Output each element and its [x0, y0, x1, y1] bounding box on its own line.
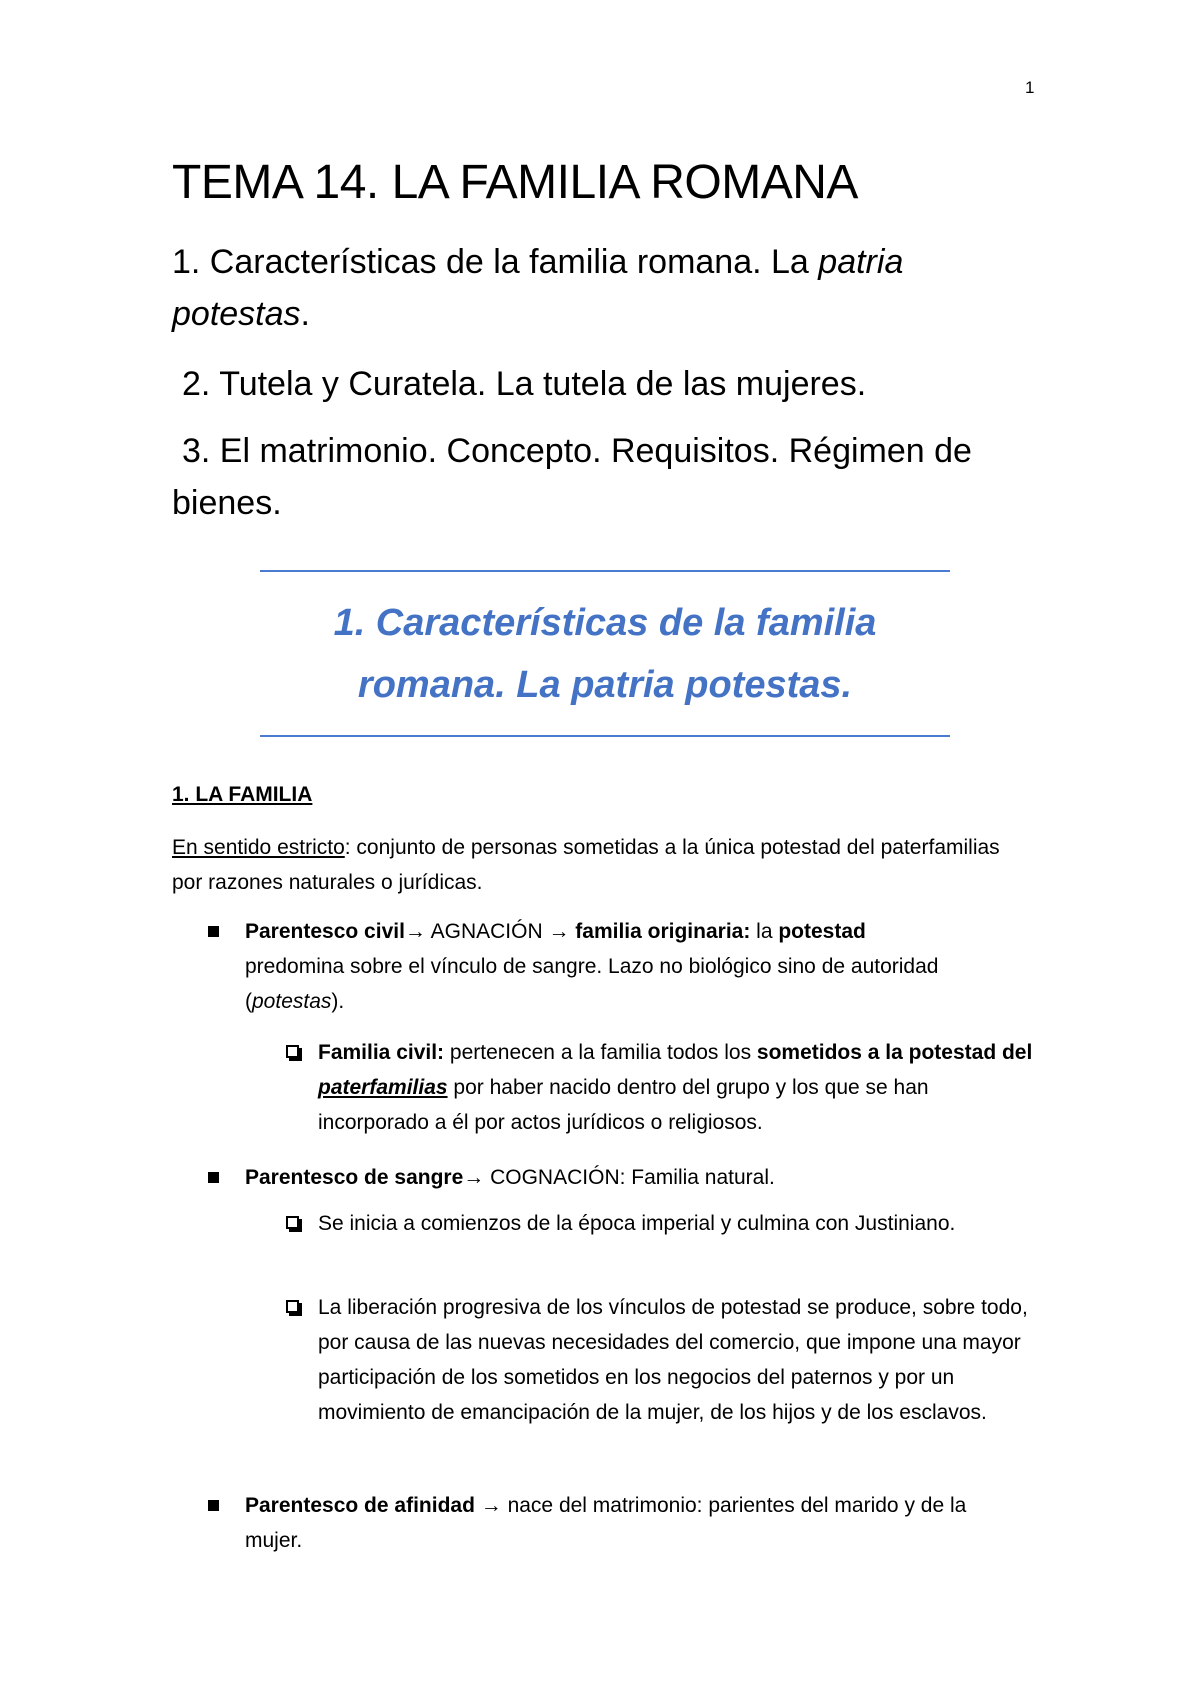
subbullet-1-text2: por haber nacido dentro del grupo y los que se han incorporado a él por actos jurídicos o religiosos. — [318, 1076, 929, 1134]
bullet-square-icon — [208, 1500, 219, 1511]
list-item — [245, 914, 965, 1019]
checkbox-bullet-icon — [286, 1300, 299, 1313]
bullet-1-bold2: familia originaria: — [575, 920, 751, 943]
bullet-1-bold3: potestad — [778, 920, 866, 943]
subbullet-1-bolditalic: paterfamilias — [318, 1076, 448, 1099]
paragraph-definition — [172, 830, 1032, 900]
bullet-1-text2: predomina sobre el vínculo de sangre. Lazo no biológico sino de autoridad ( — [245, 955, 939, 1013]
bullet-square-icon — [208, 1172, 219, 1183]
page-title: TEMA 14. LA FAMILIA ROMANA — [172, 156, 858, 209]
bullet-1-text3: ). — [331, 990, 345, 1013]
toc-item-1-text: 1. Características de la familia romana. La — [172, 243, 819, 281]
bullet-1-bold: Parentesco civil — [245, 920, 405, 943]
bullet-3-arrow: → — [474, 1494, 508, 1517]
subbullet-1-text1: pertenecen a la familia todos los — [444, 1041, 757, 1064]
bullet-2-bold: Parentesco de sangre — [245, 1166, 464, 1189]
page-number: 1 — [1025, 78, 1035, 97]
checkbox-bullet-icon — [286, 1216, 299, 1229]
toc-item-1 — [172, 236, 1042, 340]
definition-underlined: En sentido estricto — [172, 836, 345, 859]
list-item — [245, 1488, 1005, 1558]
definition-text: : conjunto de personas sometidas a la única potestad del paterfamilias por razones naturales o jurídicas. — [172, 836, 1000, 894]
list-item: Se inicia a comienzos de la época imperial y culmina con Justiniano. — [318, 1212, 956, 1235]
bullet-3-bold: Parentesco de afinidad — [245, 1494, 475, 1517]
checkbox-bullet-icon — [286, 1045, 299, 1058]
list-item — [245, 1160, 965, 1195]
section-heading-line2: romana. La patria potestas. — [357, 664, 853, 706]
bullet-1-text1: la — [750, 920, 779, 943]
bullet-1-arrow: → AGNACIÓN → — [404, 920, 576, 943]
divider-top — [260, 570, 950, 572]
bullet-1-italic: potestas — [252, 990, 332, 1013]
toc-item-1-end: . — [300, 295, 310, 333]
list-item — [318, 1035, 1038, 1140]
toc-item-2: 2. Tutela y Curatela. La tutela de las mujeres. — [182, 365, 867, 403]
toc-item-3-cont: bienes. — [172, 484, 282, 522]
toc-item-1-italic: patria potestas — [172, 243, 904, 333]
section-heading-line1: 1. Características de la familia — [333, 602, 877, 644]
list-item: La liberación progresiva de los vínculos de potestad se produce, sobre todo, por causa de las nuevas necesidades del comercio, que impone una mayor participación de los sometidos en los negocios del paternos y por un movimiento de emancipación de la mujer, de los hijos y de los esclavos. — [318, 1296, 1028, 1424]
toc-item-3: 3. El matrimonio. Concepto. Requisitos. Régimen de — [182, 432, 972, 470]
subbullet-1-bold2: sometidos a la potestad del — [756, 1041, 1033, 1064]
subbullet-1-bold: Familia civil: — [318, 1041, 445, 1064]
bullet-2-arrow: → COGNACIÓN: — [463, 1166, 626, 1189]
section-heading — [250, 592, 960, 716]
bullet-2-text1: Familia natural. — [625, 1166, 775, 1189]
divider-bottom — [260, 735, 950, 737]
bullet-square-icon — [208, 926, 219, 937]
sub-heading: 1. LA FAMILIA — [172, 783, 313, 806]
bullet-3-text1: nace del matrimonio: parientes del marido y de la mujer. — [245, 1494, 967, 1552]
